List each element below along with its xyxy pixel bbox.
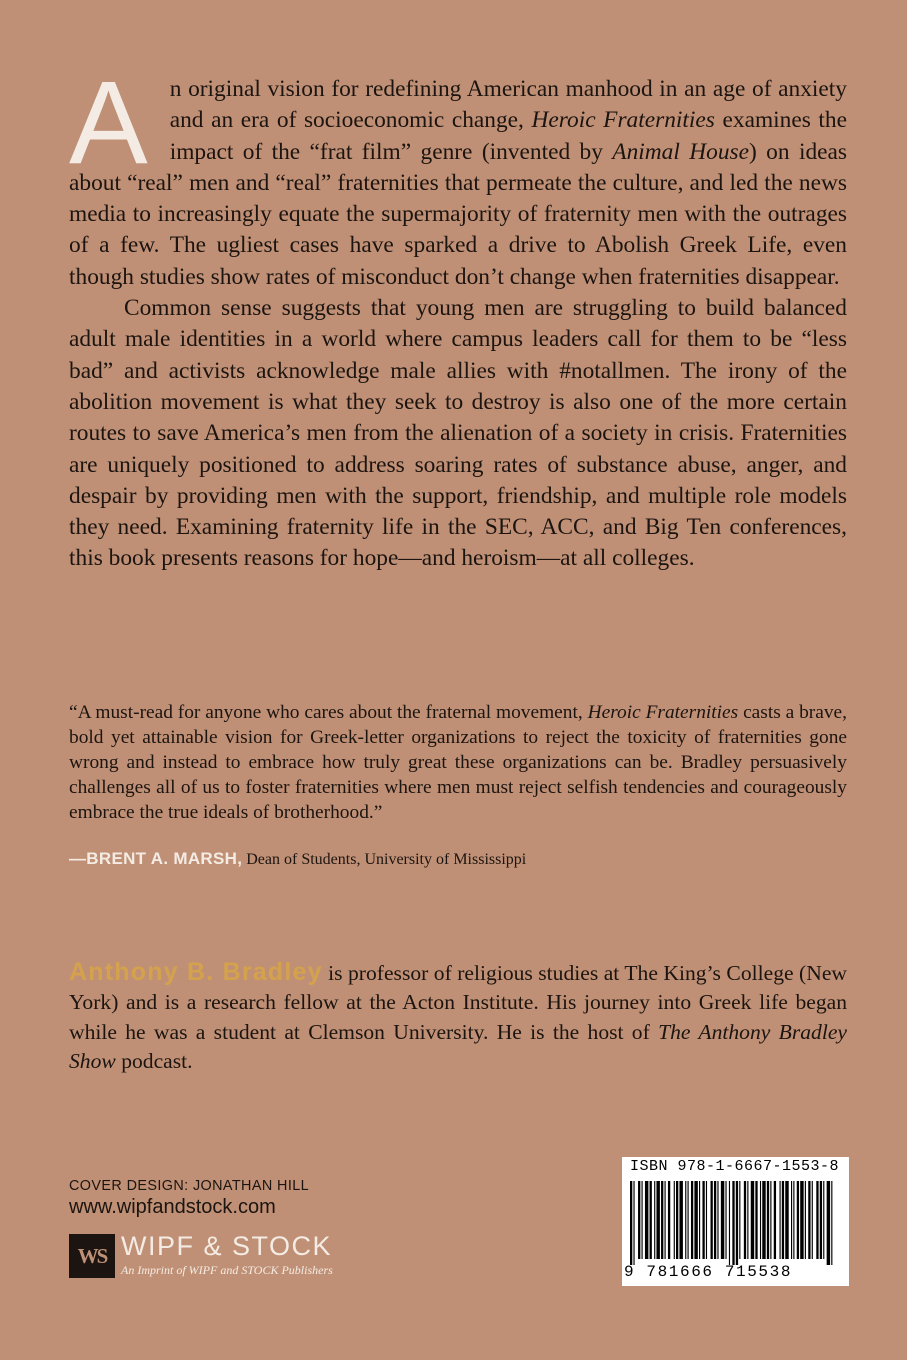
book-description	[69, 57, 848, 575]
publisher-logo	[69, 1231, 389, 1280]
barcode-icon	[628, 1181, 838, 1265]
cover-design-credit: COVER DESIGN: JONATHAN HILL	[69, 1178, 310, 1194]
drop-cap: A	[69, 57, 148, 189]
author-bio: Anthony B. Bradley is professor of religious studies at The King’s College (New York) and is a research fellow at the Acton Institute. His journey into Greek life began while he was a student at Clemson University. He is the host of The Anthony Bradley Show podcast.	[69, 958, 847, 1074]
endorser-role: Dean of Students, University of Mississippi	[242, 851, 527, 868]
podcast-title: The Anthony Bradley Show	[69, 1019, 847, 1074]
isbn-text: ISBN 978-1-6667-1553-8	[630, 1158, 840, 1175]
book-title: Heroic Fraternities	[531, 107, 715, 134]
publisher-name: WIPF & STOCK	[121, 1231, 333, 1261]
barcode-number: 9 781666 715538	[624, 1263, 793, 1281]
quote-book-title: Heroic Fraternities	[587, 702, 739, 723]
film-title: Animal House	[612, 138, 750, 165]
author-name: Anthony B. Bradley	[69, 958, 323, 986]
isbn-barcode	[622, 1157, 849, 1286]
publisher-imprint: An Imprint of WIPF and STOCK Publishers	[121, 1263, 333, 1277]
ws-logo-icon: WS	[69, 1234, 115, 1278]
endorser-name: —BRENT A. MARSH,	[69, 849, 243, 868]
description-paragraph-2: Common sense suggests that young men are struggling to build balanced adult male identities in a world where campus leaders call for them to be “less bad” and activists acknowledge male allies with #notallmen. The irony of the abolition movement is what they seek to destroy is also one of the more certain routes to save America’s men from the alienation of a society in crisis. Fraternities are uniquely positioned to address soaring rates of substance abuse, anger, and despair by providing men with the support, friendship, and multiple role models they need. Examining fraternity life in the SEC, ACC, and Big Ten conferences, this book presents reasons for hope—and heroism—at all colleges.	[69, 295, 847, 572]
description-paragraph-1: An original vision for redefining American manhood in an age of anxiety and an era of socioeconomic change, Heroic Fraternities examines the impact of the “frat film” genre (invented by Animal House) on ideas about “real” men and “real” fraternities that permeate the culture, and led the news media to increasingly equate the supermajority of fraternity men with the outrages of a few. The ugliest cases have sparked a drive to Abolish Greek Life, even though studies show rates of misconduct don’t change when fraternities disappear.	[69, 57, 848, 290]
endorsement-attribution	[69, 849, 847, 870]
endorsement-quote: “A must-read for anyone who cares about the fraternal movement, Heroic Fraternities casts a brave, bold yet attainable vision for Greek-letter organizations to reject the toxicity of fraternities gone wrong and instead to embrace how truly great these organizations can be. Bradley persuasively challenges all of us to foster fraternities where men must reject selfish tendencies and courageously embrace the true ideals of brotherhood.”	[69, 702, 847, 824]
publisher-website[interactable]: www.wipfandstock.com	[69, 1196, 276, 1218]
